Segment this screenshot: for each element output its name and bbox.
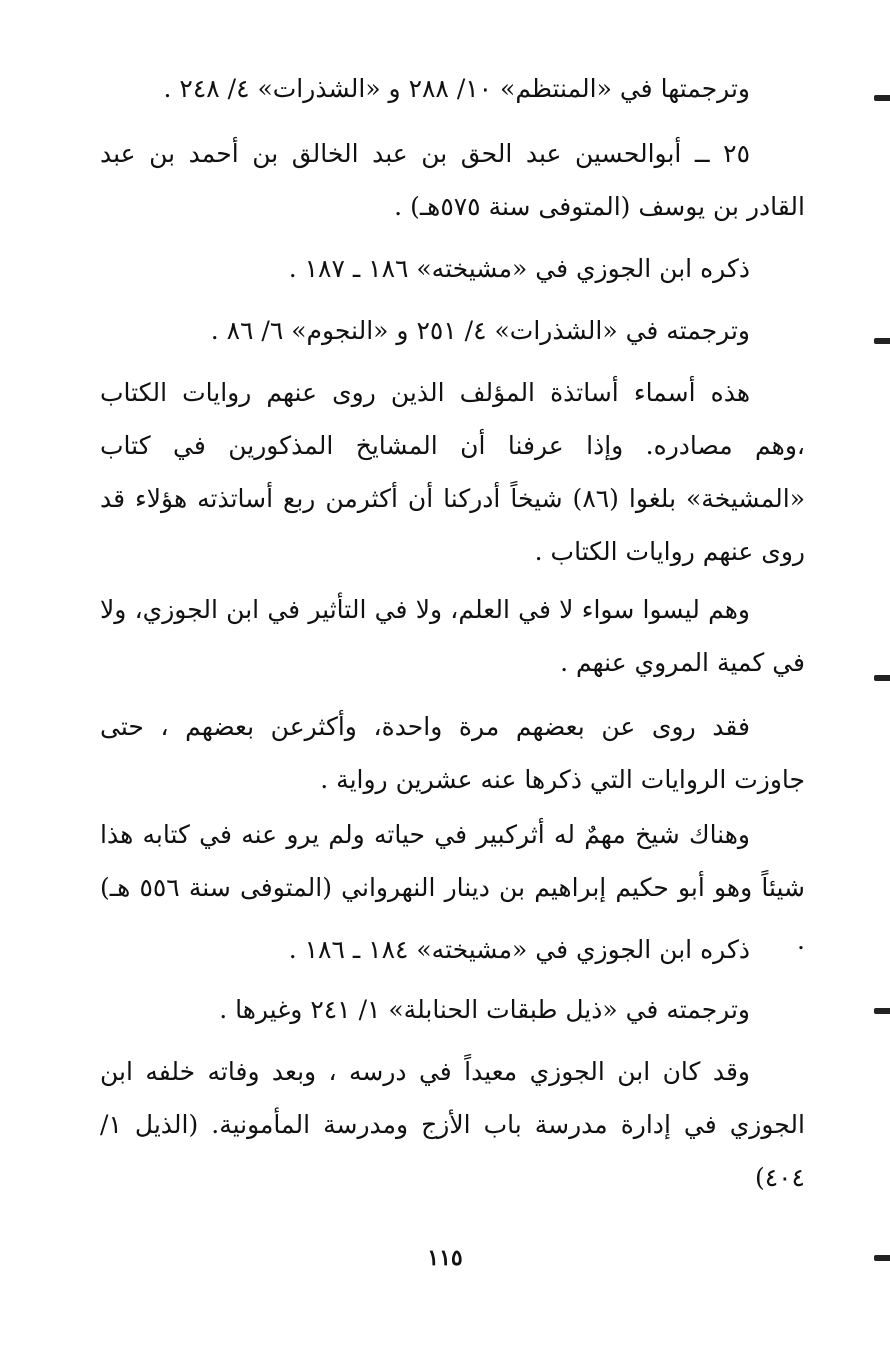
paragraph-madrasa-administration: وقد كان ابن الجوزي معيداً في درسه ، وبعد وفاته خلفه ابن الجوزي في إدارة مدرسة باب الأزج ومدرسة المأمونية. (الذيل ١/ ٤٠٤) bbox=[100, 1057, 805, 1192]
scan-edge-mark bbox=[874, 95, 890, 101]
paragraph-mashyakha-reference-1: ذكره ابن الجوزي في «مشيخته» ١٨٦ ـ ١٨٧ . bbox=[288, 254, 750, 283]
scan-edge-mark bbox=[874, 675, 890, 681]
scan-edge-mark bbox=[874, 1255, 890, 1261]
paragraph-important-sheikh: وهناك شيخ مهمٌ له أثركبير في حياته ولم يرو عنه في كتابه هذا شيئاً وهو أبو حكيم إبراهيم بن دينار النهرواني (المتوفى سنة ٥٥٦ هـ) . bbox=[100, 820, 805, 955]
paragraph-shadharat-reference: وترجمتها في «المنتظم» ١٠/ ٢٨٨ و «الشذرات» ٤/ ٢٤٨ . bbox=[163, 74, 750, 103]
page-number: ١١٥ bbox=[427, 1245, 463, 1271]
paragraph-teachers-differences: وهم ليسوا سواء لا في العلم، ولا في التأثير في ابن الجوزي، ولا في كمية المروي عنهم . bbox=[100, 595, 805, 677]
paragraph-mashyakha-reference-2: ذكره ابن الجوزي في «مشيخته» ١٨٤ ـ ١٨٦ . bbox=[288, 935, 750, 964]
paragraph-biography-25: ٢٥ ــ أبوالحسين عبد الحق بن عبد الخالق بن أحمد بن عبد القادر بن يوسف (المتوفى سنة ٥٧٥هـ) . bbox=[100, 139, 805, 221]
paragraph-nujum-reference: وترجمته في «الشذرات» ٤/ ٢٥١ و «النجوم» ٦/ ٨٦ . bbox=[210, 316, 750, 345]
scan-edge-mark bbox=[874, 338, 890, 344]
paragraph-teachers-summary: هذه أسماء أساتذة المؤلف الذين روى عنهم روايات الكتاب ،وهم مصادره. وإذا عرفنا أن المشايخ المذكورين في كتاب «المشيخة» بلغوا (٨٦) شيخاً أدركنا أن أكثرمن ربع أساتذته هؤلاء قد روى عنهم روايات الكتاب . bbox=[100, 378, 805, 566]
scan-edge-mark bbox=[874, 1008, 890, 1014]
paragraph-dhayl-reference: وترجمته في «ذيل طبقات الحنابلة» ١/ ٢٤١ وغيرها . bbox=[219, 995, 750, 1024]
paragraph-narration-counts: فقد روى عن بعضهم مرة واحدة، وأكثرعن بعضهم ، حتى جاوزت الروايات التي ذكرها عنه عشرين رواية . bbox=[100, 712, 805, 794]
